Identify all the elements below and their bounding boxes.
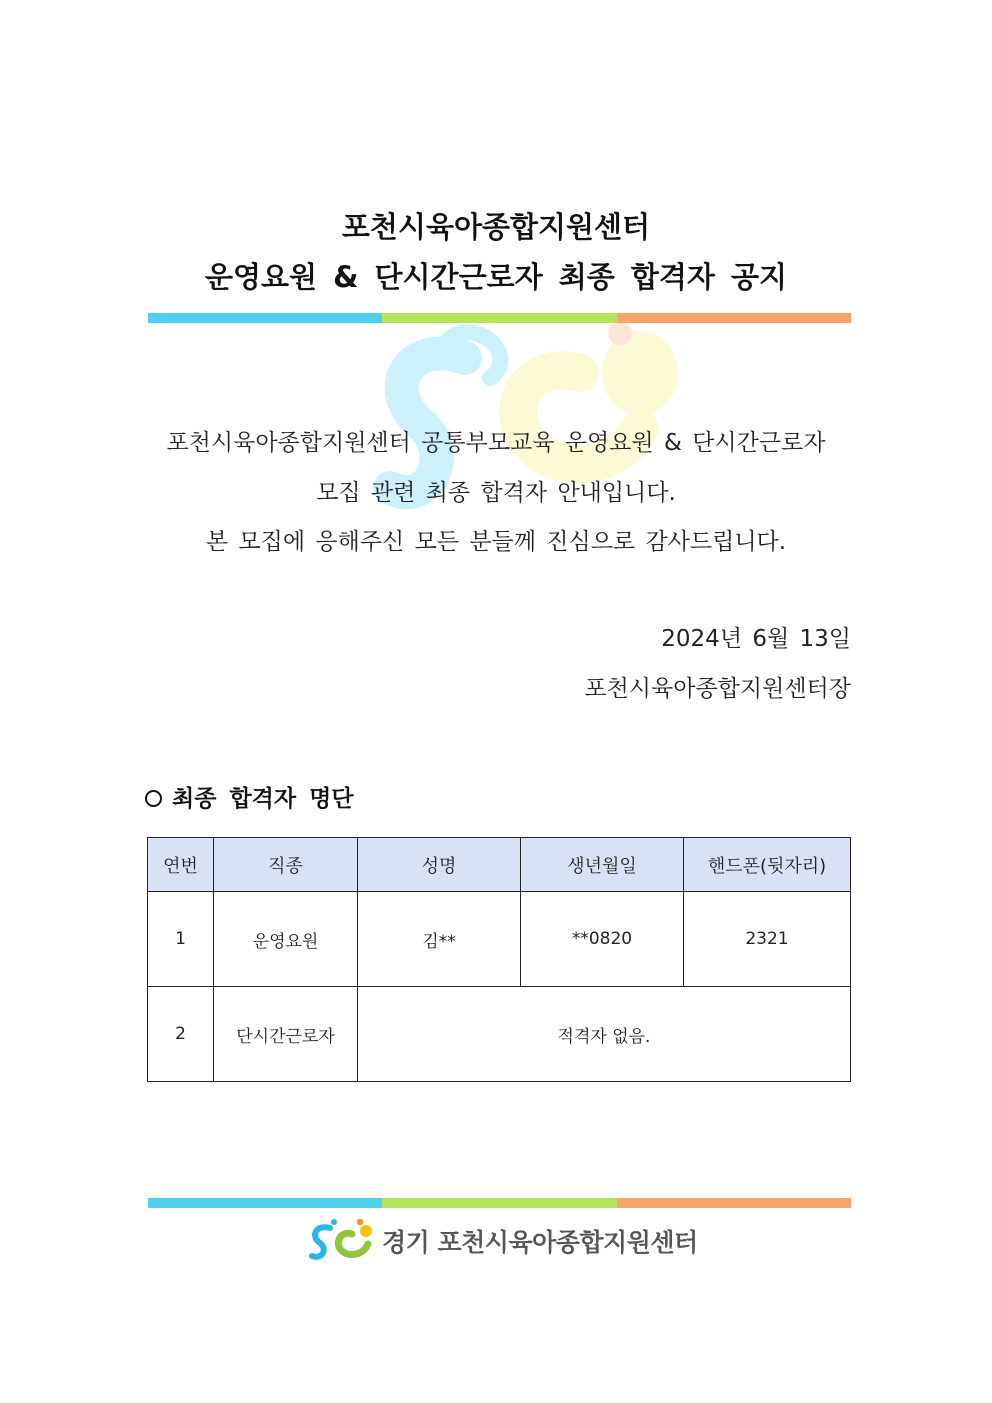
cell-no: 2 bbox=[148, 987, 214, 1082]
cell-job: 운영요원 bbox=[214, 892, 358, 987]
band-segment-green bbox=[382, 1198, 616, 1208]
column-header-job: 직종 bbox=[214, 838, 358, 892]
section-heading bbox=[145, 780, 354, 813]
table-row bbox=[148, 987, 851, 1082]
band-segment-orange bbox=[617, 1198, 851, 1208]
results-table bbox=[147, 837, 851, 1082]
circle-icon bbox=[145, 790, 162, 807]
notice-signer: 포천시육아종합지원센터장 bbox=[584, 676, 851, 702]
table-header-row bbox=[148, 838, 851, 892]
cell-birth: **0820 bbox=[521, 892, 684, 987]
cell-note: 적격자 없음. bbox=[358, 987, 851, 1082]
column-header-no: 연번 bbox=[148, 838, 214, 892]
color-band-bottom bbox=[148, 1198, 851, 1208]
cell-name: 김** bbox=[358, 892, 521, 987]
footer-branding bbox=[308, 1216, 698, 1266]
band-segment-blue bbox=[148, 313, 382, 323]
intro-line-1: 포천시육아종합지원센터 공통부모교육 운영요원 & 단시간근로자 bbox=[166, 430, 826, 456]
cell-phone: 2321 bbox=[684, 892, 851, 987]
cell-no: 1 bbox=[148, 892, 214, 987]
center-logo-icon bbox=[308, 1218, 380, 1264]
footer-org-name: 경기 포천시육아종합지원센터 bbox=[382, 1228, 698, 1257]
intro-line-2: 모집 관련 최종 합격자 안내입니다. bbox=[316, 480, 676, 506]
section-heading-text: 최종 합격자 명단 bbox=[172, 786, 354, 812]
column-header-name: 성명 bbox=[358, 838, 521, 892]
table-row bbox=[148, 892, 851, 987]
band-segment-blue bbox=[148, 1198, 382, 1208]
notice-date: 2024년 6월 13일 bbox=[661, 626, 851, 652]
intro-line-3: 본 모집에 응해주신 모든 분들께 진심으로 감사드립니다. bbox=[205, 529, 787, 555]
page-title-line2: 운영요원 & 단시간근로자 최종 합격자 공지 bbox=[204, 260, 787, 294]
column-header-phone: 핸드폰(뒷자리) bbox=[684, 838, 851, 892]
column-header-birth: 생년월일 bbox=[521, 838, 684, 892]
page-title-line1: 포천시육아종합지원센터 bbox=[341, 210, 651, 244]
cell-job: 단시간근로자 bbox=[214, 987, 358, 1082]
